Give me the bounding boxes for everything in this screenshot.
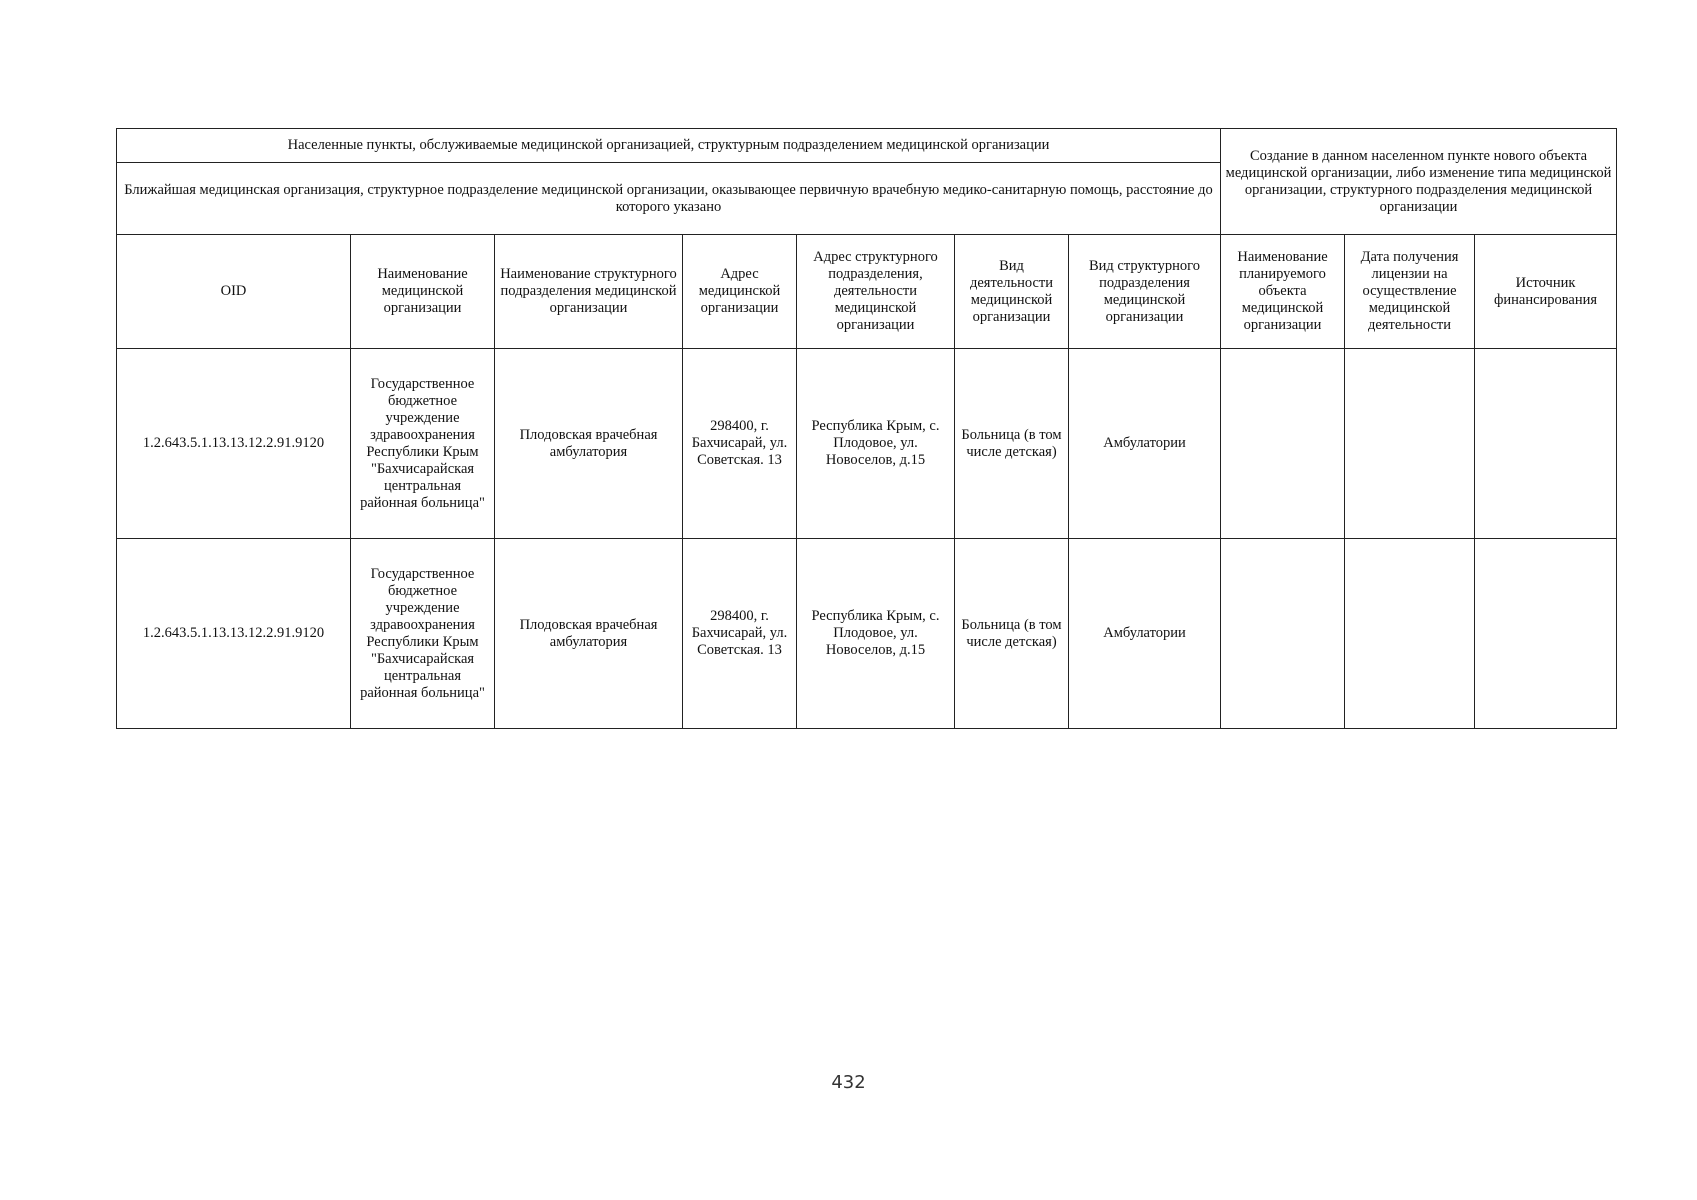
creation-header: Создание в данном населенном пункте нового объекта медицинской организации, либо изменение типа медицинской организации, структурного подразделения медицинской организации xyxy=(1221,129,1617,235)
cell-org-address: 298400, г. Бахчисарай, ул. Советская. 13 xyxy=(683,349,797,539)
table-row xyxy=(117,539,1617,729)
nearest-org-header: Ближайшая медицинская организация, структурное подразделение медицинской организации, оказывающее первичную врачебную медико-санитарную помощь, расстояние до которого указано xyxy=(117,163,1221,235)
col-header-unit-name: Наименование структурного подразделения медицинской организации xyxy=(495,235,683,349)
cell-funding xyxy=(1475,539,1617,729)
cell-unit-type: Амбулатории xyxy=(1069,349,1221,539)
col-header-license-date: Дата получения лицензии на осуществление медицинской деятельности xyxy=(1345,235,1475,349)
cell-unit-type: Амбулатории xyxy=(1069,539,1221,729)
cell-org-name: Государственное бюджетное учреждение здравоохранения Республики Крым "Бахчисарайская центральная районная больница" xyxy=(351,349,495,539)
cell-unit-address: Республика Крым, с. Плодовое, ул. Новоселов, д.15 xyxy=(797,349,955,539)
cell-planned xyxy=(1221,539,1345,729)
cell-oid: 1.2.643.5.1.13.13.12.2.91.9120 xyxy=(117,349,351,539)
cell-unit-address: Республика Крым, с. Плодовое, ул. Новоселов, д.15 xyxy=(797,539,955,729)
cell-oid: 1.2.643.5.1.13.13.12.2.91.9120 xyxy=(117,539,351,729)
cell-activity: Больница (в том числе детская) xyxy=(955,349,1069,539)
col-header-funding: Источник финансирования xyxy=(1475,235,1617,349)
cell-org-address: 298400, г. Бахчисарай, ул. Советская. 13 xyxy=(683,539,797,729)
col-header-unit-type: Вид структурного подразделения медицинской организации xyxy=(1069,235,1221,349)
cell-license-date xyxy=(1345,349,1475,539)
table-row xyxy=(117,349,1617,539)
cell-planned xyxy=(1221,349,1345,539)
cell-unit-name: Плодовская врачебная амбулатория xyxy=(495,349,683,539)
col-header-planned: Наименование планируемого объекта медицинской организации xyxy=(1221,235,1345,349)
col-header-org-name: Наименование медицинской организации xyxy=(351,235,495,349)
col-header-activity: Вид деятельности медицинской организации xyxy=(955,235,1069,349)
page-number: 432 xyxy=(831,1072,866,1093)
col-header-org-address: Адрес медицинской организации xyxy=(683,235,797,349)
document-sheet xyxy=(116,128,1616,729)
cell-license-date xyxy=(1345,539,1475,729)
cell-unit-name: Плодовская врачебная амбулатория xyxy=(495,539,683,729)
col-header-unit-address: Адрес структурного подразделения, деятельности медицинской организации xyxy=(797,235,955,349)
cell-org-name: Государственное бюджетное учреждение здравоохранения Республики Крым "Бахчисарайская центральная районная больница" xyxy=(351,539,495,729)
medical-organizations-table xyxy=(116,128,1617,729)
settlements-header: Населенные пункты, обслуживаемые медицинской организацией, структурным подразделением медицинской организации xyxy=(117,129,1221,163)
cell-funding xyxy=(1475,349,1617,539)
cell-activity: Больница (в том числе детская) xyxy=(955,539,1069,729)
col-header-oid: OID xyxy=(117,235,351,349)
